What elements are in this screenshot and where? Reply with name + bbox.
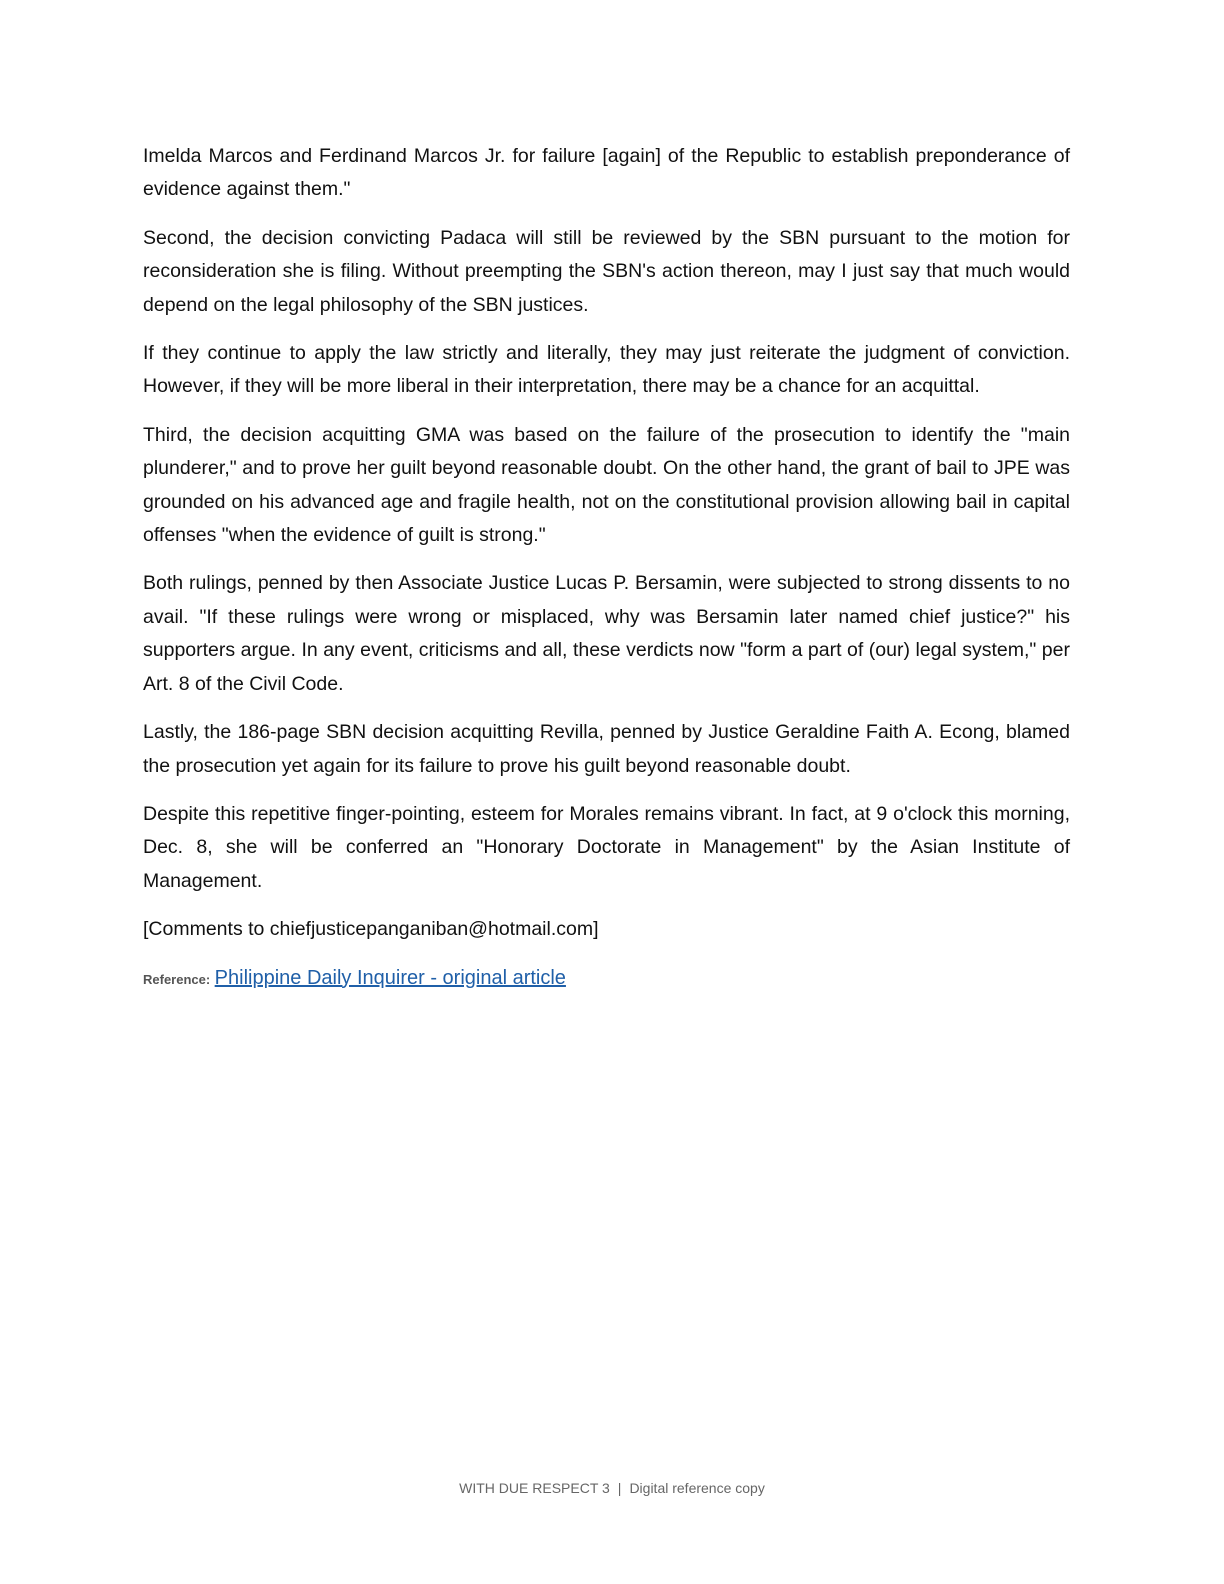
reference-label: Reference:: [143, 971, 211, 987]
paragraph-4: Third, the decision acquitting GMA was based on the failure of the prosecution to identify the "main plunderer," and to prove her guilt beyond reasonable doubt. On the other hand, the grant of bail to JPE was grounded on his advanced age and fragile health, not on the constitutional provision allowing bail in capital offenses "when the evidence of guilt is strong.": [143, 423, 1070, 547]
footer-title: WITH DUE RESPECT 3: [459, 1480, 610, 1496]
paragraph-3: If they continue to apply the law strictly and literally, they may just reiterate the judgment of conviction. However, if they will be more liberal in their interpretation, there may be a chance for an acquittal.: [143, 342, 1070, 398]
page-footer: [0, 1478, 1224, 1498]
paragraph-2: Second, the decision convicting Padaca will still be reviewed by the SBN pursuant to the motion for reconsideration she is filing. Without preempting the SBN's action thereon, may I just say that much would depend on the legal philosophy of the SBN justices.: [143, 226, 1070, 316]
comments-line: [Comments to chiefjusticepanganiban@hotmail.com]: [143, 918, 599, 941]
paragraph-6: Lastly, the 186-page SBN decision acquitting Revilla, penned by Justice Geraldine Faith A. Econg, blamed the prosecution yet again for its failure to prove his guilt beyond reasonable doubt.: [143, 721, 1070, 777]
document-body: [143, 140, 1070, 996]
reference-link[interactable]: Philippine Daily Inquirer - original article: [214, 966, 566, 989]
paragraph-5: Both rulings, penned by then Associate Justice Lucas P. Bersamin, were subjected to strong dissents to no avail. "If these rulings were wrong or misplaced, why was Bersamin later named chief justice?" his supporters argue. In any event, criticisms and all, these verdicts now "form a part of (our) legal system," per Art. 8 of the Civil Code.: [143, 572, 1070, 695]
footer-separator: |: [617, 1480, 622, 1496]
footer-note: Digital reference copy: [629, 1480, 765, 1496]
paragraph-1: Imelda Marcos and Ferdinand Marcos Jr. for failure [again] of the Republic to establish preponderance of evidence against them.": [143, 145, 1070, 201]
paragraph-7: Despite this repetitive finger-pointing, esteem for Morales remains vibrant. In fact, at 9 o'clock this morning, Dec. 8, she will be conferred an "Honorary Doctorate in Management" by the Asian Institute of Management.: [143, 802, 1070, 892]
reference-line: [143, 962, 1070, 996]
